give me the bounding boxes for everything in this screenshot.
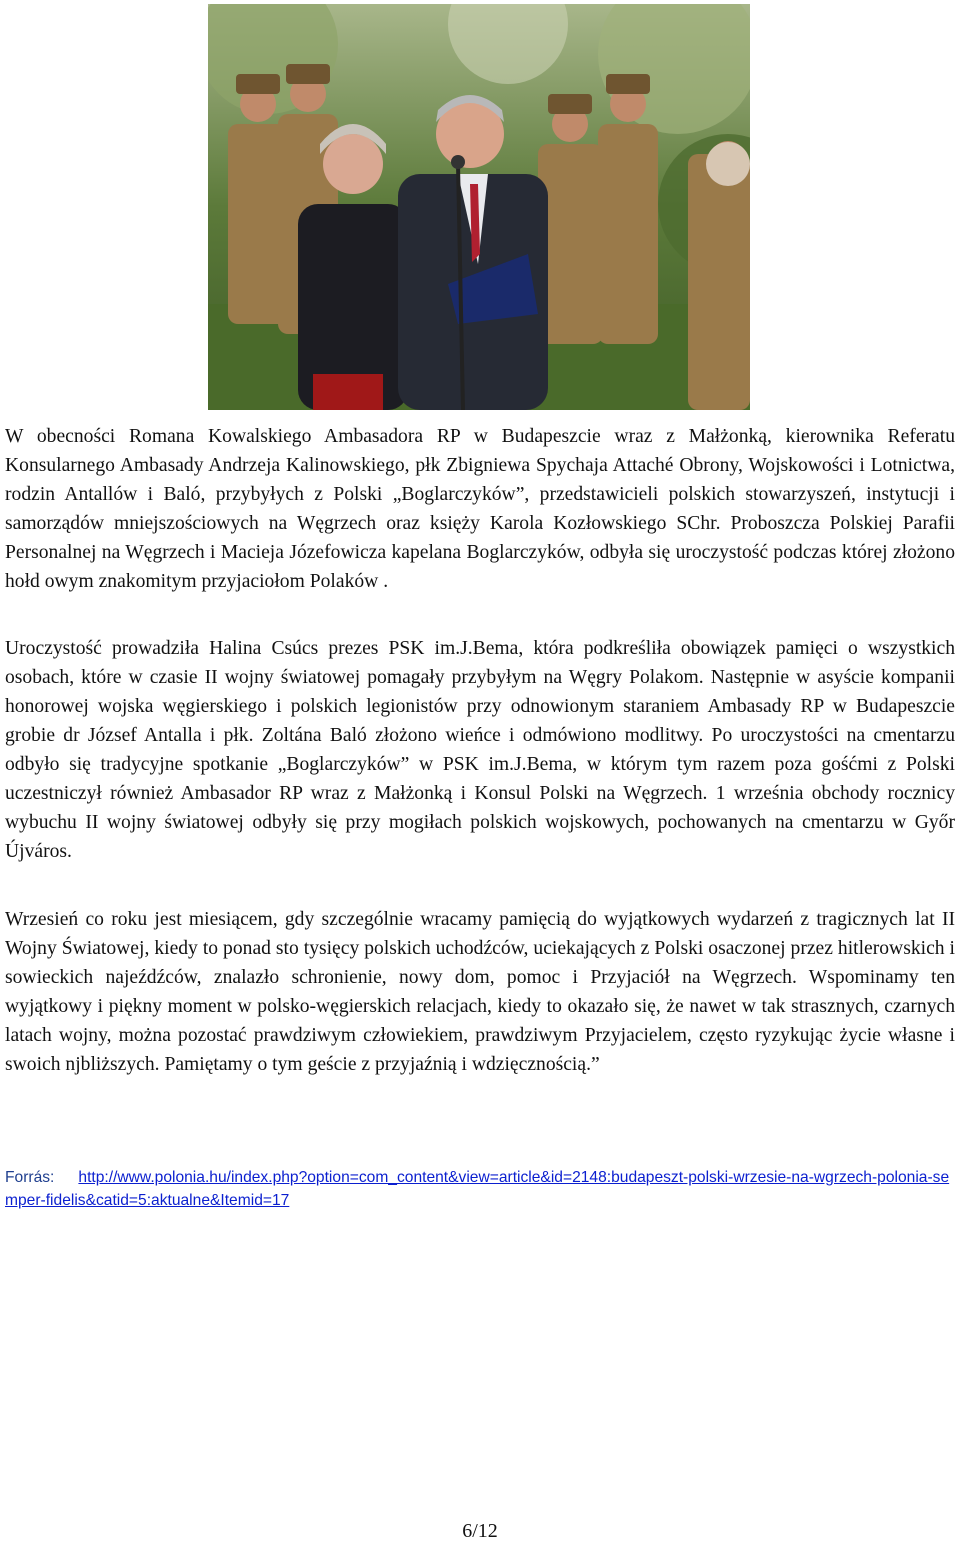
paragraph-remembrance: Wrzesień co roku jest miesiącem, gdy szczególnie wracamy pamięcią do wyjątkowych wydarzeń z tragicznych lat II Wojny Światowej, kiedy to ponad sto tysięcy polskich uchodźców, uciekających z Polski osaczonej przez hitlerowskich i sowieckich najeźdźców, znalazło schronienie, nowy dom, pomoc i Przyjaciół na Węgrzech. Wspominamy ten wyjątkowy i piękny moment w polsko-węgierskich relacjach, kiedy to okazało się, że nawet w tak strasznych, czarnych latach wojny, można pozostać prawdziwym człowiekiem, prawdziwym Przyjacielem, często ryzykując życie własne i swoich njbliższych. Pamiętamy o tym geście z przyjaźnią i wdzięcznością.” <box>5 909 955 1075</box>
source-link[interactable]: http://www.polonia.hu/index.php?option=com_content&view=article&id=2148:budapeszt-polski-wrzesie-na-wgrzech-polonia-semper-fidelis&catid=5:aktualne&Itemid=17 <box>5 1169 950 1209</box>
paragraph-intro: W obecności Romana Kowalskiego Ambasadora RP w Budapeszcie wraz z Małżonką, kierownika Referatu Konsularnego Ambasady Andrzeja Kalinowskiego, płk Zbigniewa Spychaja Attaché Obrony, Wojskowości i Lotnictwa, rodzin Antallów i Baló, przybyłych z Polski „Boglarczyków”, przedstawicieli polskich stowarzyszeń, instytucji i samorządów mniejszościowych na Węgrzech oraz księży Karola Kozłowskiego SChr. Proboszcza Polskiej Parafii Personalnej na Węgrzech i Macieja Józefowicza kapelana Boglarczyków, odbyła się uroczystość podczas której złożono hołd owym znakomitym przyjaciołom Polaków . <box>5 426 955 592</box>
source-label: Forrás: <box>5 1169 55 1186</box>
ceremony-photo <box>208 4 750 410</box>
source-line <box>5 1166 957 1212</box>
photo-illustration <box>208 4 750 410</box>
page-number: 6/12 <box>462 1520 498 1542</box>
paragraph-ceremony: Uroczystość prowadziła Halina Csúcs prezes PSK im.J.Bema, która podkreśliła obowiązek pamięci o wszystkich osobach, które w czasie II wojny światowej pomagały przybyłym na Węgry Polakom. Następnie w asyście kompanii honorowej wojska węgierskiego i polskich legionistów przy odnowionym staraniem Ambasady RP w Budapeszcie grobie dr József Antalla i płk. Zoltána Baló złożono wieńce i odmówiono modlitwy. Po uroczystości na cmentarzu odbyło się tradycyjne spotkanie „Boglarczyków” w PSK im.J.Bema, w którym tym razem poza gośćmi z Polski uczestniczył również Ambasador RP wraz z Małżonką i Konsul Polski na Węgrzech. 1 września obchody rocznicy wybuchu II wojny światowej odbyły się przy mogiłach polskich wojskowych, pochowanych na cmentarzu w Győr Újváros. <box>5 638 955 862</box>
